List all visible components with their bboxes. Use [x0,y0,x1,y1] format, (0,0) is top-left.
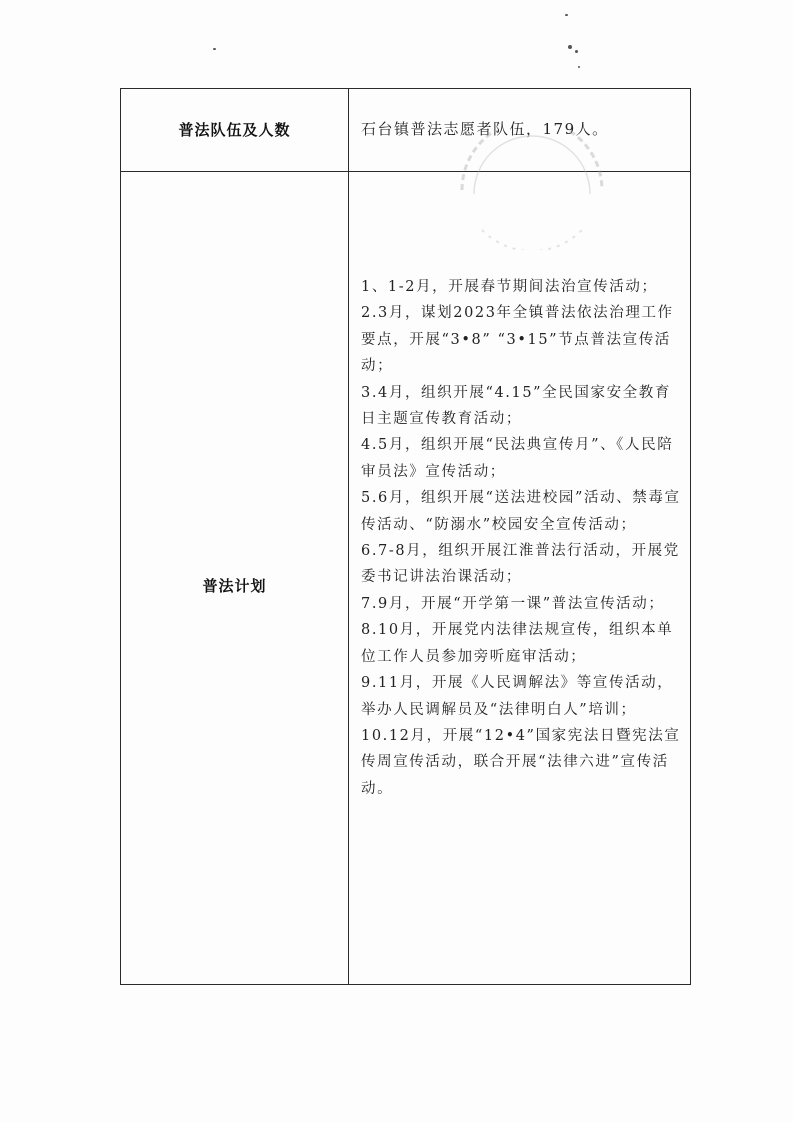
official-seal-icon [452,130,612,250]
plan-item: 8.10月，开展党内法律法规宣传，组织本单位工作人员参加旁听庭审活动； [361,622,674,665]
plan-item: 6.7-8月，组织开展江淮普法行活动，开展党委书记讲法治课活动； [361,543,680,586]
plan-item: 5.6月，组织开展“送法进校园”活动、禁毒宣传活动、“防溺水”校园安全宣传活动； [361,490,681,533]
plan-item: 2.3月，谋划2023年全镇普法依法治理工作要点，开展“3•8” “3•15”节点普法宣传活动； [361,305,674,375]
plan-item: 10.12月，开展“12•4”国家宪法日暨宪法宣传周宣传活动，联合开展“法律六进”宣传活动。 [361,727,681,797]
team-label: 普法队伍及人数 [178,121,291,139]
plan-list [361,274,683,802]
column-divider [348,89,349,984]
team-value: 石台镇普法志愿者队伍，179人。 [361,120,609,138]
scan-speck [578,66,580,68]
plan-item: 1、1-2月，开展春节期间法治宣传活动； [361,279,658,295]
scan-speck [575,50,578,53]
plan-item: 9.11月，开展《人民调解法》等宣传活动，举办人民调解员及“法律明白人”培训； [361,675,674,718]
plan-item: 3.4月，组织开展“4.15”全民国家安全教育日主题宣传教育活动； [361,384,671,428]
scan-speck [565,14,568,16]
plan-item: 7.9月，开展“开学第一课”普法宣传活动； [361,595,665,612]
plan-item: 4.5月，组织开展“民法典宣传月”、《人民陪审员法》宣传活动； [361,437,674,480]
scan-speck [213,48,216,50]
plan-label: 普法计划 [202,577,267,595]
scan-speck [568,45,572,49]
